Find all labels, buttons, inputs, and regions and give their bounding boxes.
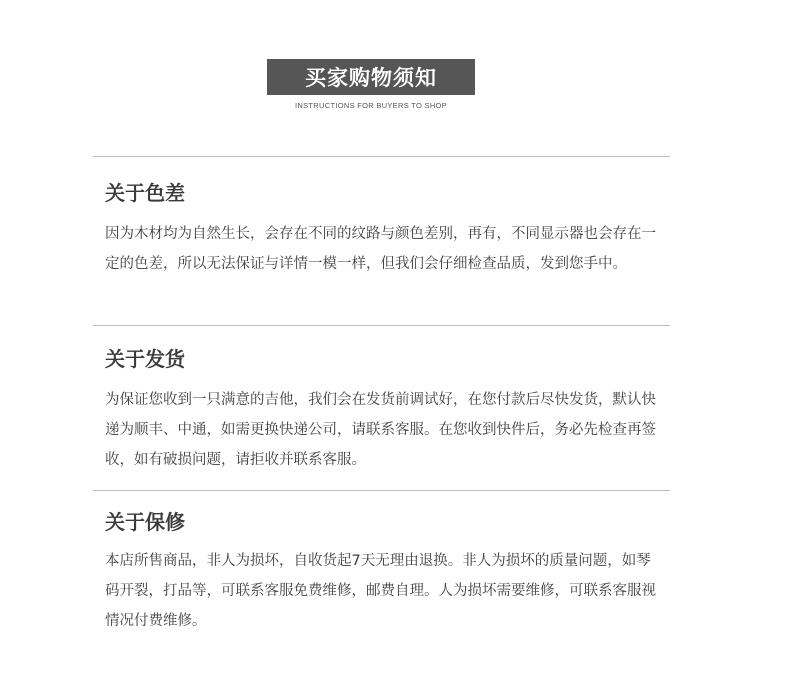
- divider: [93, 490, 670, 491]
- page-subtitle: INSTRUCTIONS FOR BUYERS TO SHOP: [295, 101, 447, 110]
- section-body-shipping: 为保证您收到一只满意的吉他，我们会在发货前调试好，在您付款后尽快发货，默认快递为顺丰、中通，如需更换快递公司，请联系客服。在您收到快件后，务必先检查再签收，如有破损问题，请拒收并联系客服。: [105, 392, 656, 468]
- section-heading-warranty: 关于保修: [105, 510, 185, 534]
- section-heading-shipping: 关于发货: [105, 347, 185, 371]
- section-heading-color-difference: 关于色差: [105, 181, 185, 205]
- divider: [93, 325, 670, 326]
- section-body-color-difference: 因为木材均为自然生长，会存在不同的纹路与颜色差别，再有，不同显示器也会存在一定的色差，所以无法保证与详情一模一样，但我们会仔细检查品质，发到您手中。: [105, 226, 656, 272]
- section-body-warranty: 本店所售商品，非人为损坏，自收货起7天无理由退换。非人为损坏的质量问题，如琴码开裂，打品等，可联系客服免费维修，邮费自理。人为损坏需要维修，可联系客服视情况付费维修。: [105, 553, 656, 629]
- page-title: 买家购物须知: [267, 59, 475, 95]
- divider: [93, 156, 670, 157]
